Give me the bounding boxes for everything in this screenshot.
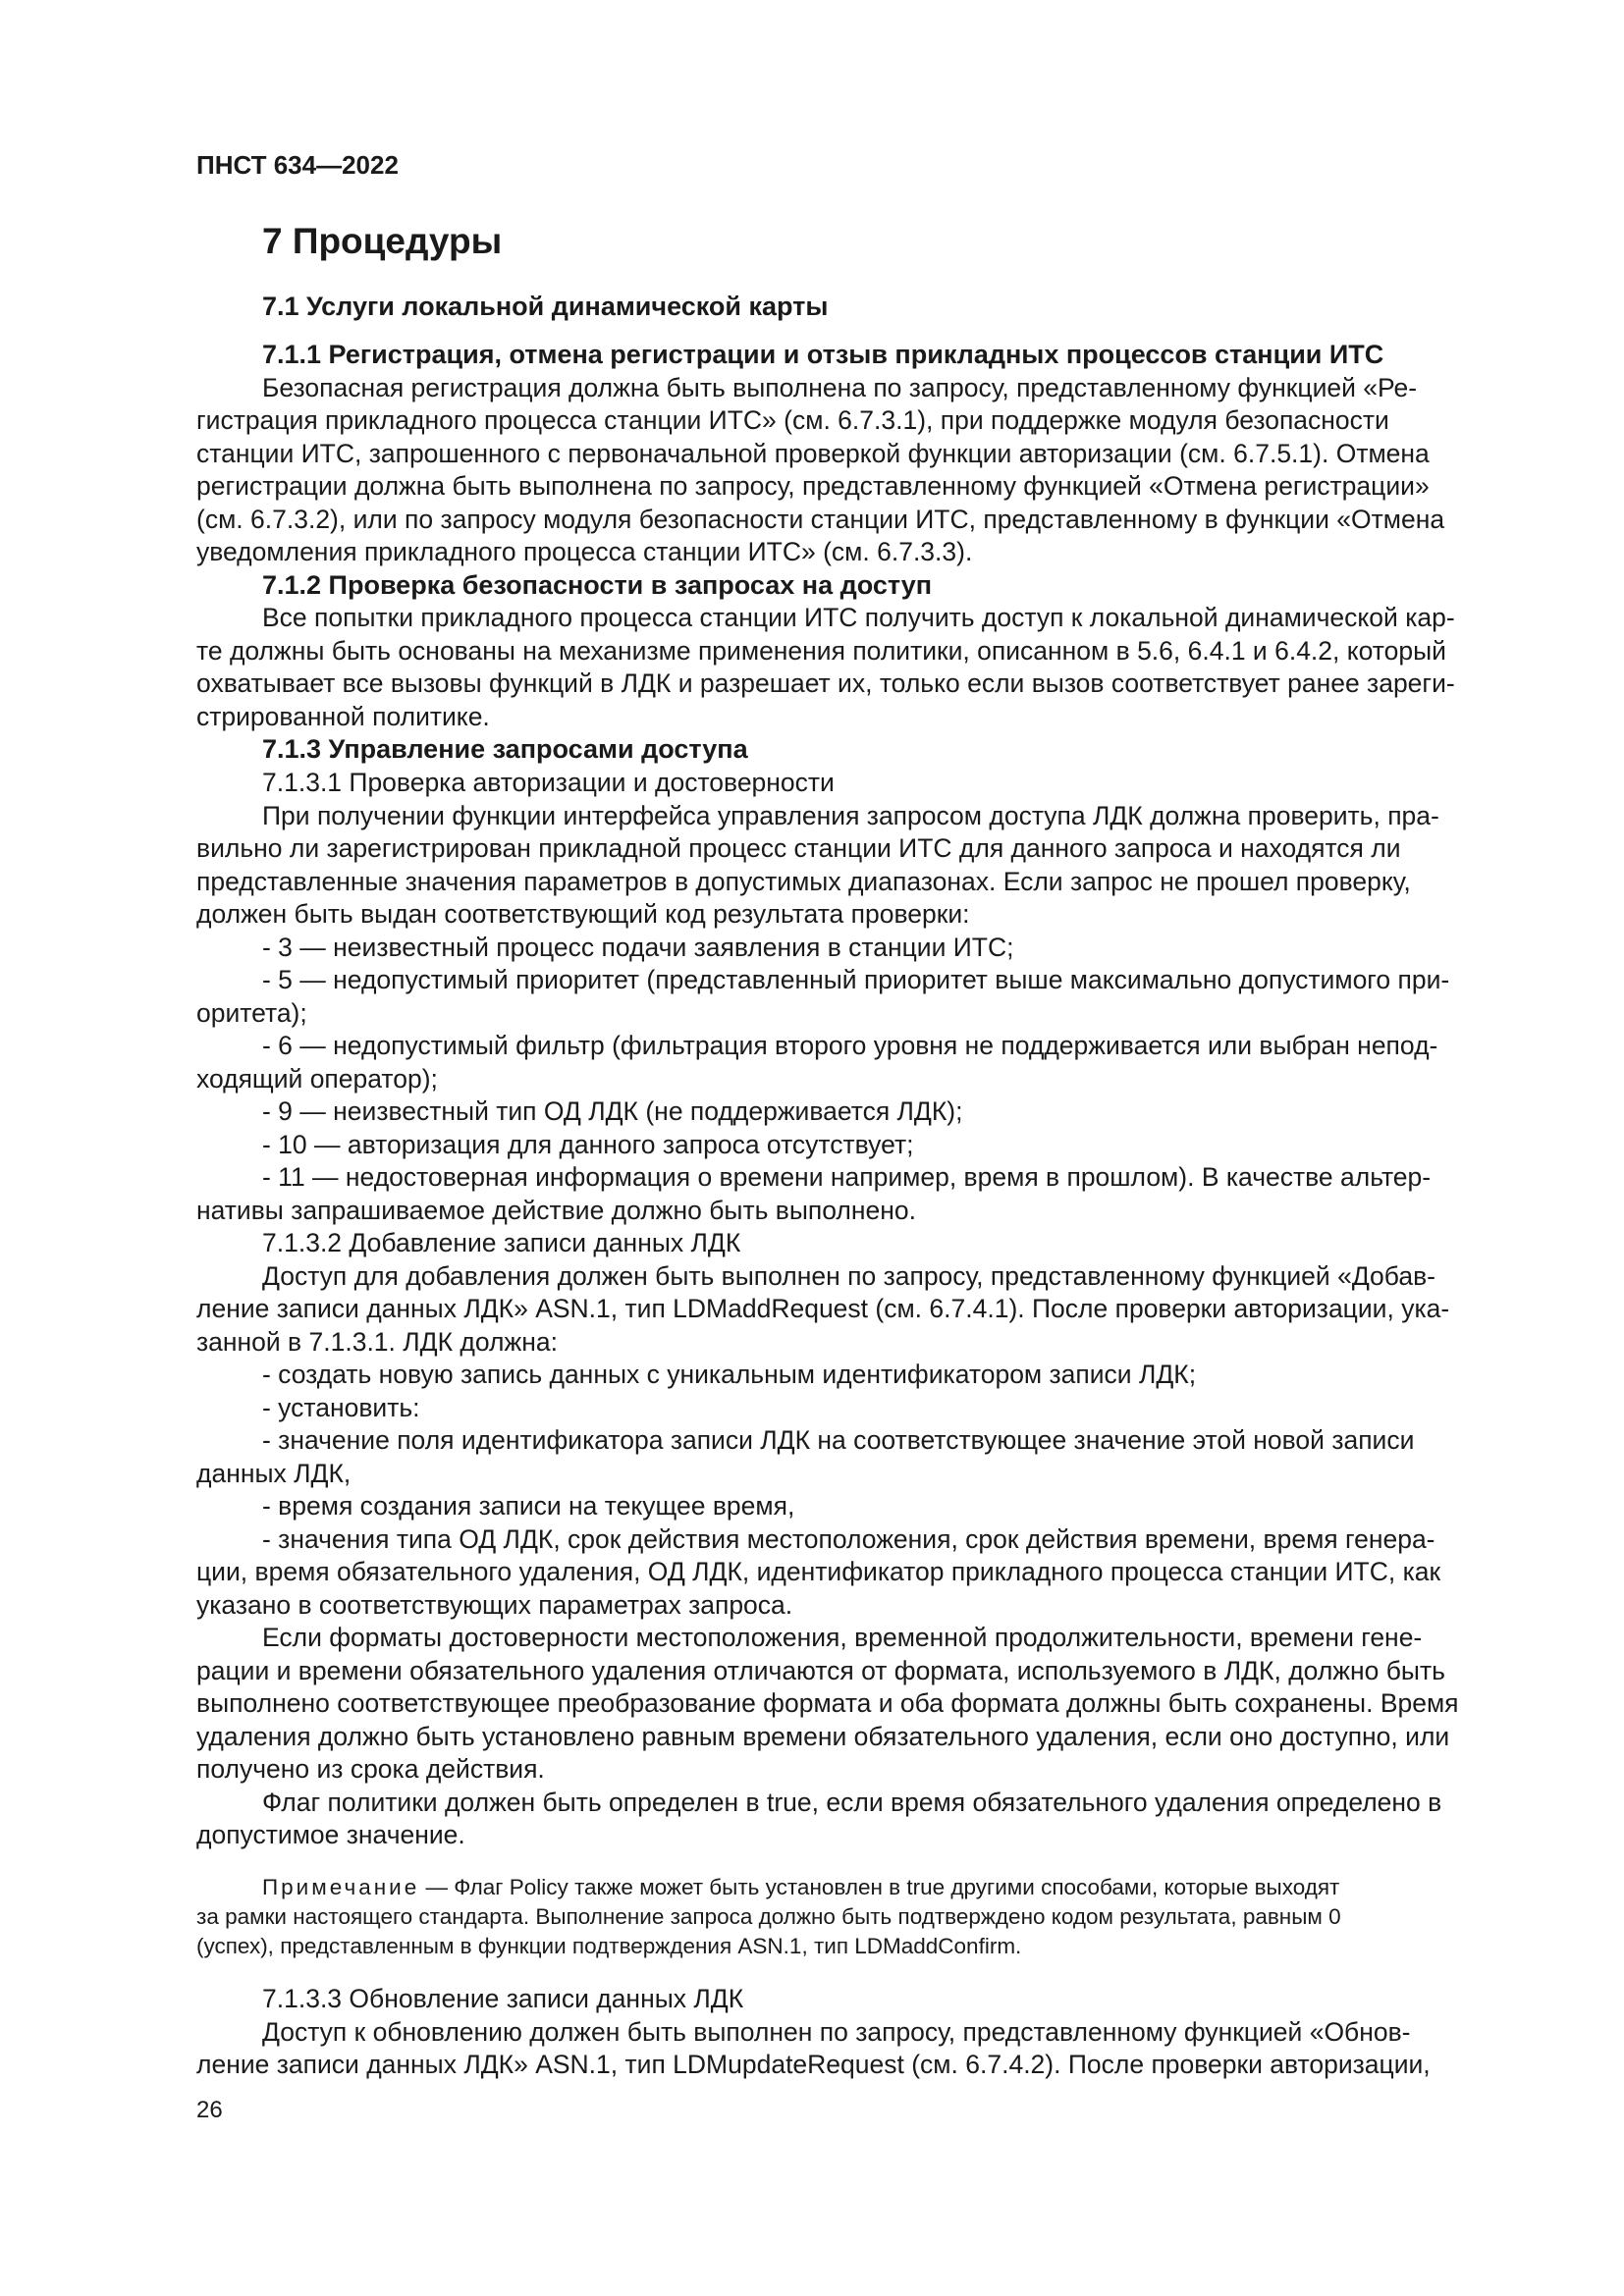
list-item-continuation: данных ЛДК, [196,1459,352,1488]
paragraph-line: Все попытки прикладного процесса станции ИТС получить доступ к локальной динамической кар- [262,603,1455,632]
list-item: - 11 — недостоверная информация о времени например, время в прошлом). В качестве альтер- [262,1162,1432,1192]
list-item: - установить: [262,1393,420,1422]
list-item: - значение поля идентификатора записи ЛДК на соответствующее значение этой новой записи [262,1425,1415,1455]
list-item: - 5 — недопустимый приоритет (представленный приоритет выше максимально допустимого при- [262,965,1450,994]
paragraph-line: ление записи данных ЛДК» ASN.1, тип LDMaddRequest (см. 6.7.4.1). После проверки авторизации, ука- [196,1294,1450,1323]
paragraph-line: получено из срока действия. [196,1754,545,1784]
paragraph-line: охватывает все вызовы функций в ЛДК и разрешает их, только если вызов соответствует ранее зареги- [196,668,1455,698]
paragraph-line: При получении функции интерфейса управления запросом доступа ЛДК должна проверить, пра- [262,801,1439,830]
paragraph-line: Безопасная регистрация должна быть выполнена по запросу, представленному функцией «Ре- [262,373,1418,402]
paragraph-line: стрированной политике. [196,702,490,731]
list-item-continuation: ции, время обязательного удаления, ОД ЛДК, идентификатор прикладного процесса станции ИТС, как [196,1557,1441,1586]
paragraph-line: вильно ли зарегистрирован прикладной процесс станции ИТС для данного запроса и находятся ли [196,833,1401,863]
paragraph-line: представленные значения параметров в допустимых диапазонах. Если запрос не прошел проверку, [196,867,1411,896]
list-item: - 6 — недопустимый фильтр (фильтрация второго уровня не поддерживается или выбран непод- [262,1031,1438,1060]
list-item: - 9 — неизвестный тип ОД ЛДК (не поддерживается ЛДК); [262,1096,963,1126]
list-item: - создать новую запись данных с уникальным идентификатором записи ЛДК; [262,1360,1197,1389]
list-item: - значения типа ОД ЛДК, срок действия местоположения, срок действия времени, время генера- [262,1524,1435,1554]
heading-7-1-1: 7.1.1 Регистрация, отмена регистрации и отзыв прикладных процессов станции ИТС [262,340,1384,369]
section-title: 7 Процедуры [262,221,503,261]
paragraph-line: гистрация прикладного процесса станции ИТС» (см. 6.7.3.1), при поддержке модуля безопасности [196,405,1389,435]
page-number: 26 [196,2097,223,2123]
heading-7-1-3: 7.1.3 Управление запросами доступа [262,734,748,764]
paragraph-line: удаления должно быть установлено равным времени обязательного удаления, если оно доступно, или [196,1722,1450,1751]
paragraph-line: Доступ к обновлению должен быть выполнен по запросу, представленному функцией «Обнов- [262,2017,1411,2047]
paragraph-line: уведомления прикладного процесса станции ИТС» (см. 6.7.3.3). [196,537,973,566]
note-line: за рамки настоящего стандарта. Выполнение запроса должно быть подтверждено кодом результата, равным 0 [196,1904,1341,1929]
paragraph-line: те должны быть основаны на механизме применения политики, описанном в 5.6, 6.4.1 и 6.4.2, который [196,636,1446,666]
paragraph-line: регистрации должна быть выполнена по запросу, представленному функцией «Отмена регистрации» [196,471,1430,501]
heading-7-1-3-2: 7.1.3.2 Добавление записи данных ЛДК [262,1228,741,1257]
note-first-line [262,1873,1339,1902]
paragraph-line: рации и времени обязательного удаления отличаются от формата, используемого в ЛДК, должно быть [196,1656,1445,1685]
paragraph-line: Флаг политики должен быть определен в true, если время обязательного удаления определено в [262,1788,1442,1817]
paragraph-line: Если форматы достоверности местоположения, временной продолжительности, времени гене- [262,1623,1423,1652]
list-item: - время создания записи на текущее время, [262,1491,795,1521]
paragraph-line: допустимое значение. [196,1820,465,1849]
document-id: ПНСТ 634—2022 [196,150,399,180]
paragraph-line: занной в 7.1.3.1. ЛДК должна: [196,1327,558,1357]
note-label: Примечание [262,1875,420,1899]
list-item-continuation: указано в соответствующих параметрах запроса. [196,1590,793,1620]
paragraph-line: ление записи данных ЛДК» ASN.1, тип LDMupdateRequest (см. 6.7.4.2). После проверки авторизации, [196,2050,1431,2079]
paragraph-line: Доступ для добавления должен быть выполнен по запросу, представленному функцией «Добав- [262,1261,1436,1291]
paragraph-line: станции ИТС, запрошенного с первоначальной проверкой функции авторизации (см. 6.7.5.1). Отмена [196,439,1430,468]
note-line: — Флаг Policy также может быть установлен в true другими способами, которые выходят [419,1875,1340,1899]
subsection-title: 7.1 Услуги локальной динамической карты [262,292,829,321]
list-item-continuation: нативы запрашиваемое действие должно быть выполнено. [196,1196,916,1225]
list-item: - 10 — авторизация для данного запроса отсутствует; [262,1130,914,1159]
heading-7-1-3-1: 7.1.3.1 Проверка авторизации и достоверности [262,768,835,797]
heading-7-1-2: 7.1.2 Проверка безопасности в запросах на доступ [262,570,933,600]
list-item-continuation: оритета); [196,998,307,1028]
paragraph-line: выполнено соответствующее преобразование формата и оба формата должны быть сохранены. Время [196,1688,1459,1718]
note-line: (успех), представленным в функции подтверждения ASN.1, тип LDMaddConfirm. [196,1934,1022,1958]
list-item-continuation: ходящий оператор); [196,1064,438,1094]
list-item: - 3 — неизвестный процесс подачи заявления в станции ИТС; [262,933,1014,962]
paragraph-line: должен быть выдан соответствующий код результата проверки: [196,899,970,929]
heading-7-1-3-3: 7.1.3.3 Обновление записи данных ЛДК [262,1984,744,2013]
paragraph-line: (см. 6.7.3.2), или по запросу модуля безопасности станции ИТС, представленному в функции «Отмена [196,505,1445,534]
